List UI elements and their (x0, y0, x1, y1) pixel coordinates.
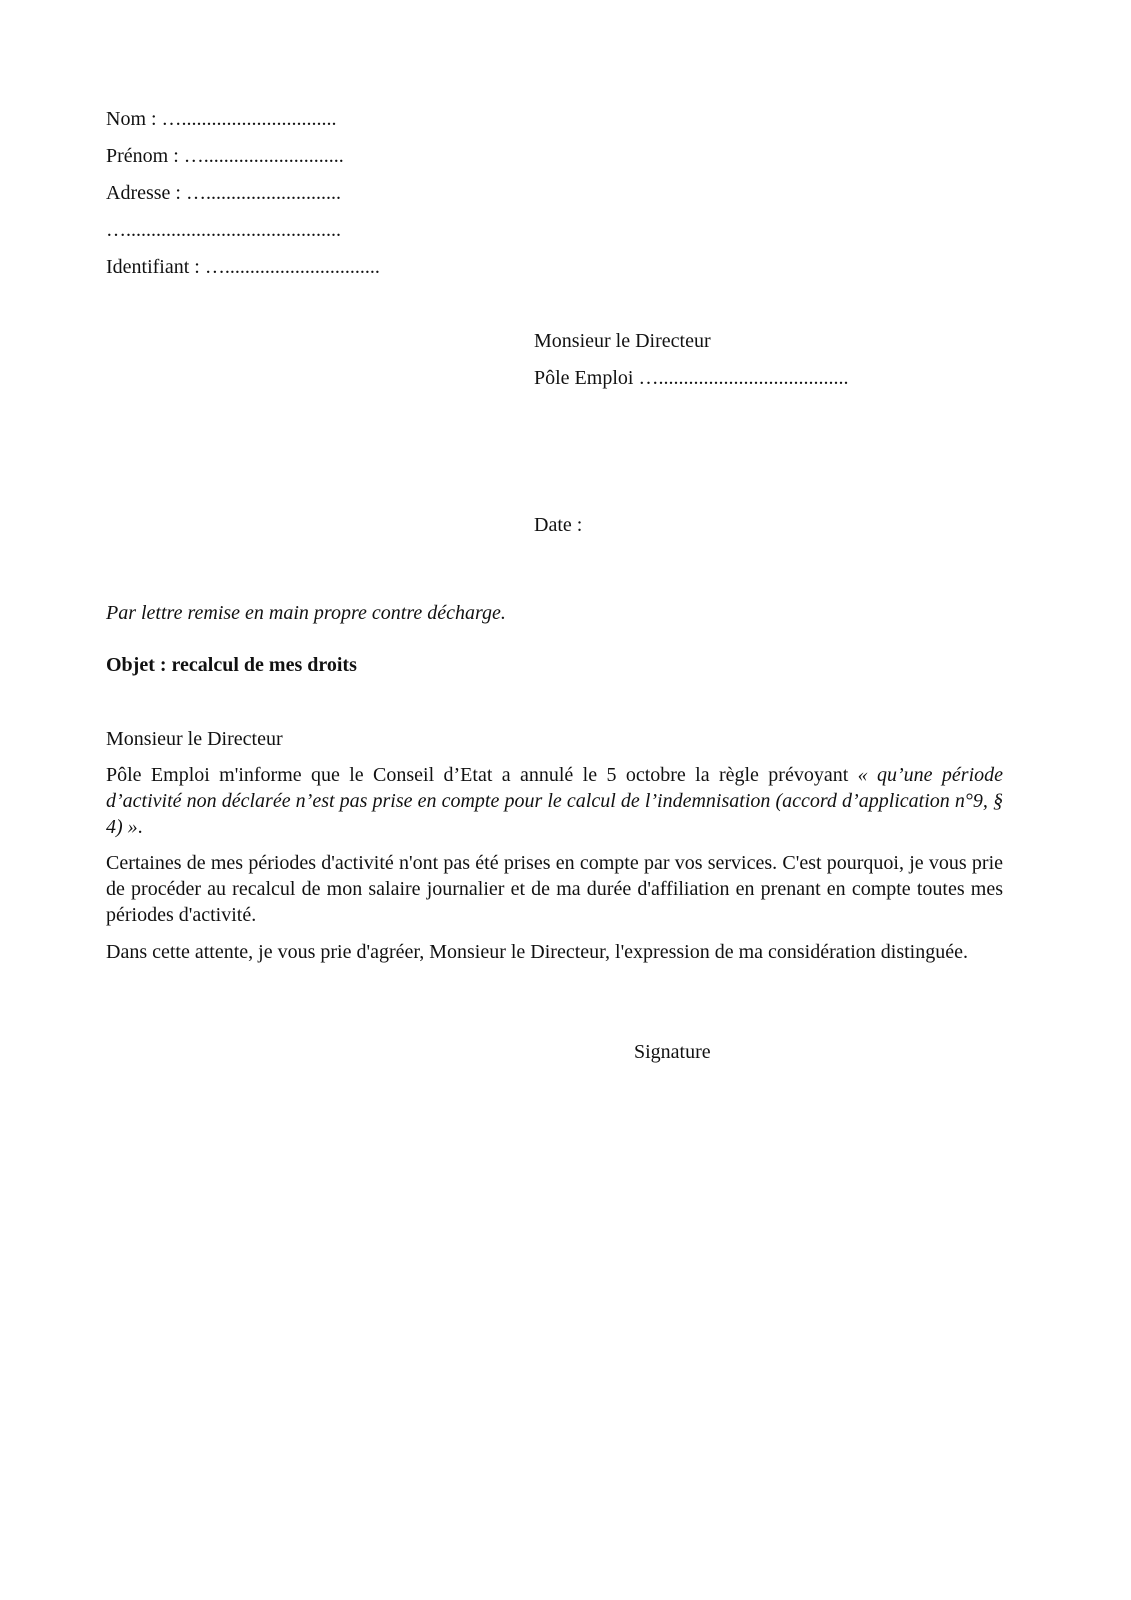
sender-prenom: Prénom : …............................ (106, 145, 344, 167)
body-paragraph-1 (106, 762, 1003, 840)
recipient-office: Pôle Emploi …...................................... (534, 367, 849, 389)
sender-identifiant: Identifiant : …............................... (106, 256, 380, 278)
sender-adresse: Adresse : …........................... (106, 182, 341, 204)
body-paragraph-2: Certaines de mes périodes d'activité n'ont pas été prises en compte par vos services. C'est pourquoi, je vous prie de procéder au recalcul de mon salaire journalier et de ma durée d'affiliation en prenant en compte toutes mes périodes d'activité. (106, 852, 1003, 926)
sender-nom: Nom : …............................... (106, 108, 337, 130)
salutation: Monsieur le Directeur (106, 728, 283, 750)
signature-label: Signature (634, 1041, 711, 1063)
body-paragraph-1-quote: « qu’une période d’activité non déclarée n’est pas prise en compte pour le calcul de l’indemnisation (accord d’application n°9, § 4) » (106, 764, 1003, 838)
recipient-name: Monsieur le Directeur (534, 330, 711, 352)
sender-adresse-line2: …........................................... (106, 219, 341, 241)
body-paragraph-1-end: . (137, 816, 143, 838)
body-paragraph-3: Dans cette attente, je vous prie d'agréer, Monsieur le Directeur, l'expression de ma considération distinguée. (106, 941, 968, 963)
date-label: Date : (534, 514, 583, 536)
body-paragraph-1-text: Pôle Emploi m'informe que le Conseil d’Etat a annulé le 5 octobre la règle prévoyant (106, 764, 858, 786)
delivery-note: Par lettre remise en main propre contre décharge. (106, 602, 506, 624)
subject-line: Objet : recalcul de mes droits (106, 654, 357, 676)
